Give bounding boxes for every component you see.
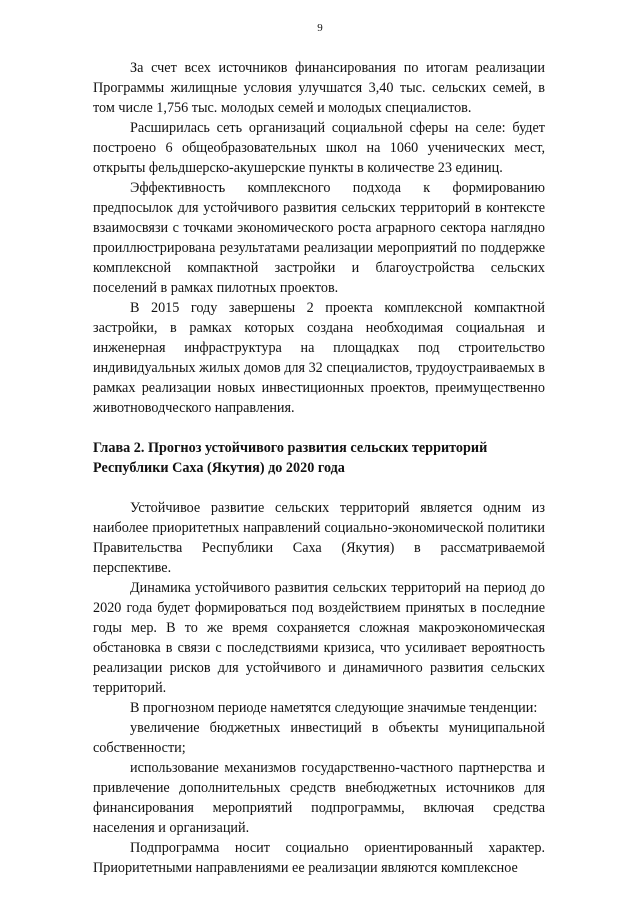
paragraph-trend-partnership: использование механизмов государственно-частного партнерства и привлечение дополнительных средств внебюджетных источников для финансирования мероприятий подпрограммы, включая средства населения и организаций.	[93, 760, 545, 836]
paragraph-dynamics: Динамика устойчивого развития сельских территорий на период до 2020 года будет формироваться под воздействием принятых в последние годы мер. В то же время сохраняется сложная макроэкономическая обстановка в связи с последствиями кризиса, что усиливает вероятность реализации рисков для устойчивого и динамичного развития сельских территорий.	[93, 580, 545, 696]
document-body	[93, 58, 545, 878]
paragraph-trend-budget: увеличение бюджетных инвестиций в объекты муниципальной собственности;	[93, 720, 545, 756]
paragraph-subprogram: Подпрограмма носит социально ориентированный характер. Приоритетными направлениями ее реализации являются комплексное	[93, 840, 545, 876]
page-number: 9	[317, 22, 323, 34]
paragraph-trends-intro: В прогнозном периоде наметятся следующие значимые тенденции:	[130, 700, 538, 716]
chapter-title	[93, 438, 545, 478]
paragraph-2015-projects: В 2015 году завершены 2 проекта комплексной компактной застройки, в рамках которых создана необходимая социальная и инженерная инфраструктура на площадках под строительство индивидуальных жилых домов для 32 специалистов, трудоустраиваемых в рамках реализации новых инвестиционных проектов, преимущественно животноводческого направления.	[93, 300, 545, 416]
paragraph-housing-results: За счет всех источников финансирования по итогам реализации Программы жилищные условия улучшатся 3,40 тыс. сельских семей, в том числе 1,756 тыс. молодых семей и молодых специалистов.	[93, 60, 545, 116]
chapter-title-line-2: Республики Саха (Якутия) до 2020 года	[93, 460, 345, 476]
paragraph-social-network: Расширилась сеть организаций социальной сферы на селе: будет построено 6 общеобразовательных школ на 1060 ученических мест, открыты фельдшерско-акушерские пункты в количестве 23 единиц.	[93, 120, 545, 176]
paragraph-sustainable-development: Устойчивое развитие сельских территорий является одним из наиболее приоритетных направлений социально-экономической политики Правительства Республики Саха (Якутия) в рассматриваемой перспективе.	[93, 500, 545, 576]
paragraph-complex-approach: Эффективность комплексного подхода к формированию предпосылок для устойчивого развития сельских территорий в контексте взаимосвязи с точками экономического роста аграрного сектора наглядно проиллюстрирована результатами реализации мероприятий по поддержке комплексной компактной застройки и благоустройства сельских поселений в рамках пилотных проектов.	[93, 180, 545, 296]
chapter-title-line-1: Глава 2. Прогноз устойчивого развития сельских территорий	[93, 440, 488, 456]
